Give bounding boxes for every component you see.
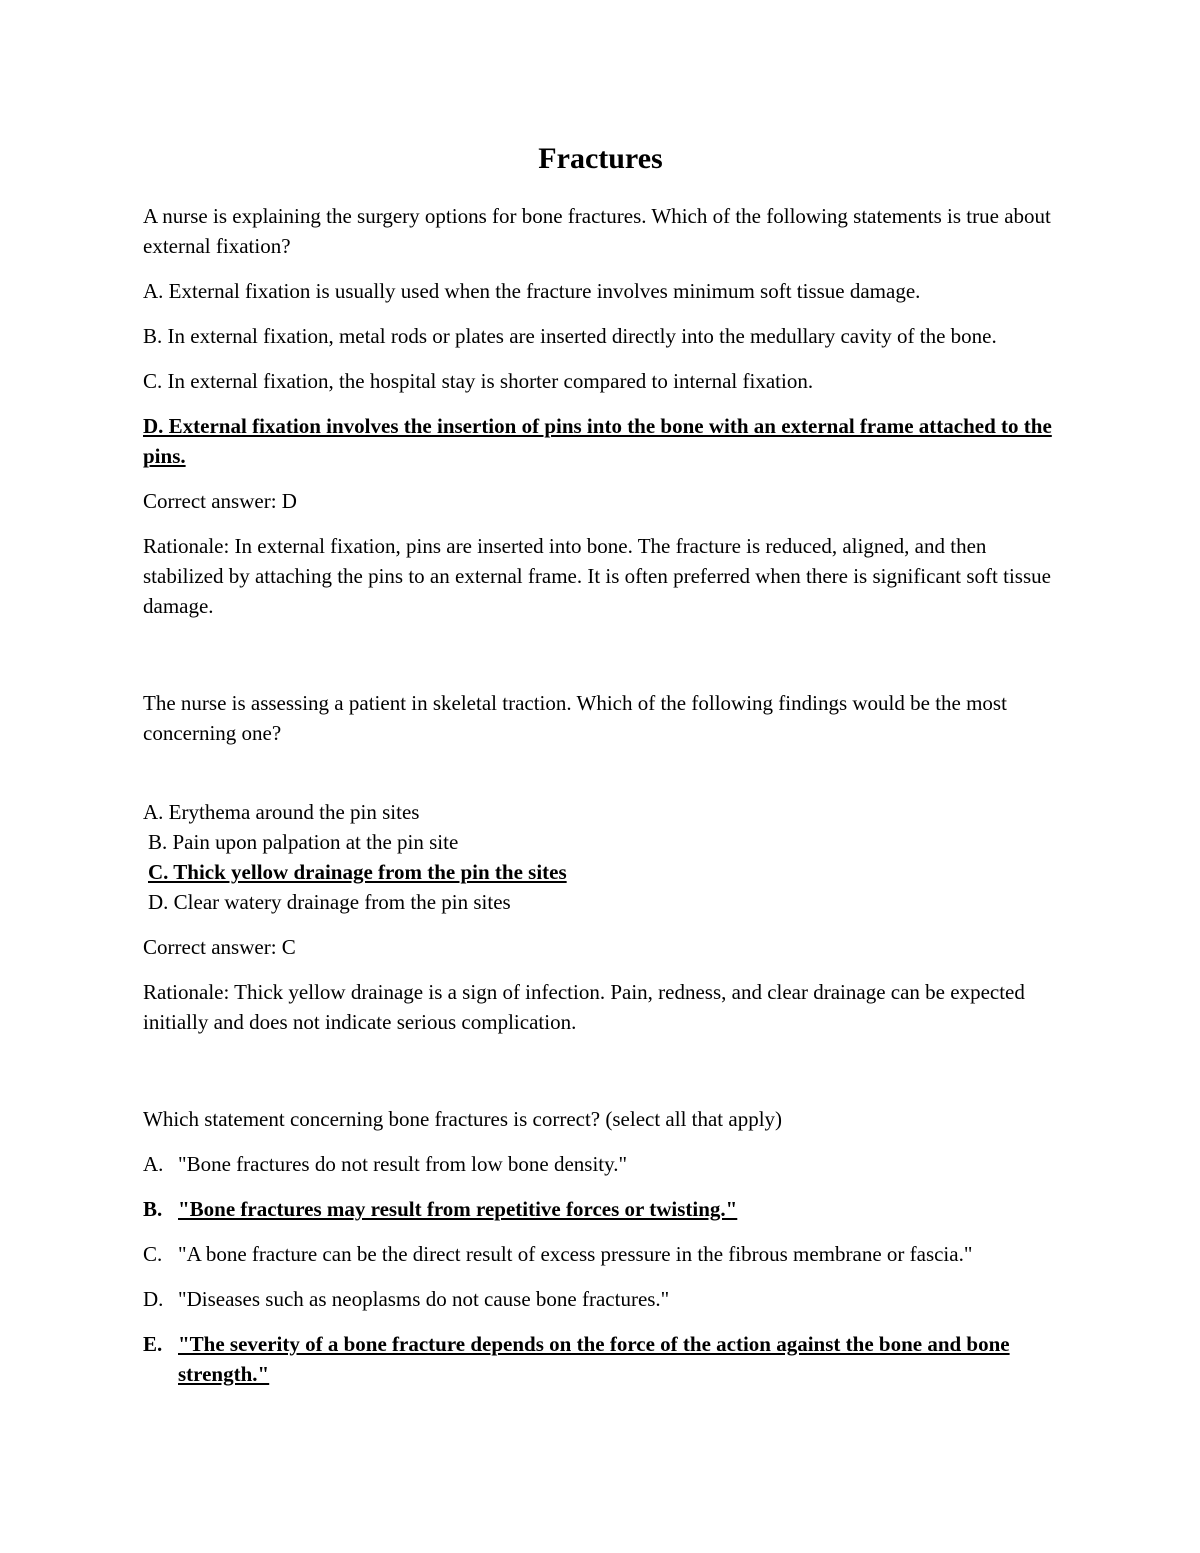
q3-option-a-letter: A. <box>143 1152 164 1176</box>
q2-correct-answer: Correct answer: C <box>143 935 296 959</box>
section-spacer <box>143 1052 1058 1104</box>
q1-option-d-correct: D. External fixation involves the insertion of pins into the bone with an external frame attached to the pins. <box>143 414 1052 468</box>
q1-option-c: C. In external fixation, the hospital stay is shorter compared to internal fixation. <box>143 369 814 393</box>
q3-option-c-letter: C. <box>143 1242 163 1266</box>
q3-option-d-letter: D. <box>143 1287 164 1311</box>
q3-option-b-correct <box>143 1194 1058 1224</box>
q1-correct-answer: Correct answer: D <box>143 489 297 513</box>
q2-option-a: A. Erythema around the pin sites <box>143 800 420 824</box>
q3-option-e-text: "The severity of a bone fracture depends on the force of the action against the bone and bone strength." <box>178 1332 1010 1386</box>
q1-option-b: B. In external fixation, metal rods or plates are inserted directly into the medullary cavity of the bone. <box>143 324 997 348</box>
page-title: Fractures <box>538 142 663 175</box>
section-spacer <box>143 763 1058 797</box>
q2-option-d: D. Clear watery drainage from the pin sites <box>148 890 511 914</box>
q3-option-a <box>143 1149 1058 1179</box>
q3-option-a-text: "Bone fractures do not result from low bone density." <box>178 1152 628 1176</box>
q3-option-b-letter: B. <box>143 1197 163 1221</box>
q3-stem: Which statement concerning bone fractures is correct? (select all that apply) <box>143 1107 783 1131</box>
q1-option-a: A. External fixation is usually used when the fracture involves minimum soft tissue damage. <box>143 279 921 303</box>
q2-rationale: Rationale: Thick yellow drainage is a sign of infection. Pain, redness, and clear drainage can be expected initially and does not indicate serious complication. <box>143 980 1025 1034</box>
q3-option-b-text: "Bone fractures may result from repetitive forces or twisting." <box>178 1197 738 1221</box>
q2-stem: The nurse is assessing a patient in skeletal traction. Which of the following findings would be the most concerning one? <box>143 691 1007 745</box>
section-spacer <box>143 636 1058 688</box>
q3-option-e-correct <box>143 1329 1058 1389</box>
q2-options <box>143 797 1058 917</box>
q2-option-b: B. Pain upon palpation at the pin site <box>148 830 459 854</box>
q1-rationale: Rationale: In external fixation, pins are inserted into bone. The fracture is reduced, aligned, and then stabilized by attaching the pins to an external frame. It is often preferred when there is significant soft tissue damage. <box>143 534 1051 618</box>
q1-stem: A nurse is explaining the surgery options for bone fractures. Which of the following statements is true about external fixation? <box>143 204 1051 258</box>
q3-option-c-text: "A bone fracture can be the direct result of excess pressure in the fibrous membrane or fascia." <box>178 1242 973 1266</box>
q3-option-c <box>143 1239 1058 1269</box>
q3-option-e-letter: E. <box>143 1332 163 1356</box>
q2-option-c-correct: C. Thick yellow drainage from the pin the sites <box>148 860 567 884</box>
q3-option-d <box>143 1284 1058 1314</box>
q3-option-d-text: "Diseases such as neoplasms do not cause bone fractures." <box>178 1287 670 1311</box>
